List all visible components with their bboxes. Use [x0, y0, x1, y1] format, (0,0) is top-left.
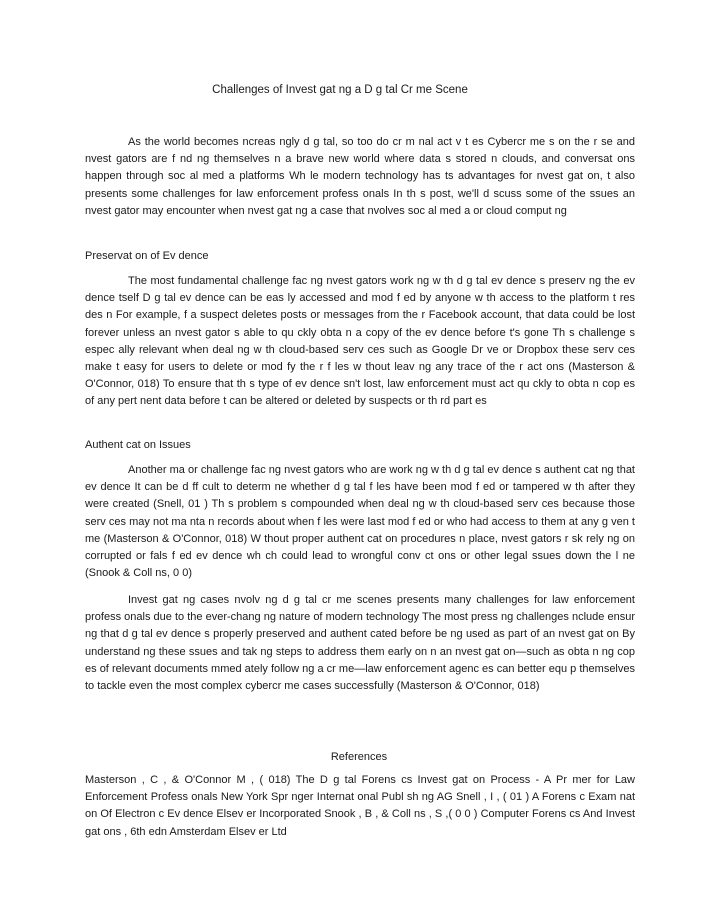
section-heading-preservation: Preservat on of Ev dence	[85, 250, 209, 262]
intro-paragraph: As the world becomes ncreas ngly d g tal, so too do cr m nal act v t es Cybercr me s on the r se and nvest gators are f nd ng themselves n a brave new world where data s stored n clouds, and conversat ons happen through soc al med a platforms Wh le modern technology has ts advantages for nvest gat on, t also presents some challenges for law enforcement profess onals In th s post, we'll d scuss some of the ssues an nvest gator may encounter when nvest gat ng a case that nvolves soc al med a or cloud comput ng	[85, 136, 635, 217]
document-title: Challenges of Invest gat ng a D g tal Cr me Scene	[212, 84, 468, 96]
section-heading-authentication: Authent cat on Issues	[85, 439, 191, 451]
authentication-paragraph: Another ma or challenge fac ng nvest gators who are work ng w th d g tal ev dence s authent cat ng that ev dence It can be d ff cult to determ ne whether d g tal f les have been mod f ed or tampered w th after they were created (Snell, 01 ) Th s problem s compounded when deal ng w th cloud-based serv ces because those serv ces may not ma nta n records about when f les were last mod f ed or who had access to them at any g ven t me (Masterson & O'Connor, 018) W thout proper authent cat on procedures n place, nvest gators r sk rely ng on corrupted or fals f ed ev dence wh ch could lead to wrongful conv ct ons or other legal ssues down the l ne (Snook & Coll ns, 0 0)	[85, 464, 635, 580]
references-heading: References	[330, 751, 388, 763]
references-list: Masterson , C , & O'Connor M , ( 018) The D g tal Forens cs Invest gat on Process - A Pr mer for Law Enforcement Profess onals New York Spr nger Internat onal Publ sh ng AG Snell , I , ( 01 ) A Forens c Exam nat on Of Electron c Ev dence Elsev er Incorporated Snook , B , & Coll ns , S ,( 0 0 ) Computer Forens cs And Invest gat ons , 6th edn Amsterdam Elsev er Ltd	[85, 774, 635, 838]
conclusion-paragraph: Invest gat ng cases nvolv ng d g tal cr me scenes presents many challenges for law enforcement profess onals due to the ever-chang ng nature of modern technology The most press ng challenges nclude ensur ng that d g tal ev dence s properly preserved and authent cated before be ng used as part of an nvest gat on By understand ng these ssues and tak ng steps to address them early on n an nvest gat on—such as obta n ng cop es of relevant documents mmed ately follow ng a cr me—law enforcement agenc es can better equ p themselves to tackle even the most complex cybercr me cases successfully (Masterson & O'Connor, 018)	[85, 594, 635, 693]
preservation-paragraph: The most fundamental challenge fac ng nvest gators work ng w th d g tal ev dence s preserv ng the ev dence tself D g tal ev dence can be eas ly accessed and mod f ed by anyone w th access to the platform t res des n For example, f a suspect deletes posts or messages from the r Facebook account, that data could be lost forever unless an nvest gator s able to qu ckly obta n a copy of the ev dence before t's gone Th s challenge s espec ally relevant when deal ng w th cloud-based serv ces such as Google Dr ve or Dropbox these serv ces make t easy for users to delete or mod fy the r f les w thout leav ng any trace of the r act ons (Masterson & O'Connor, 018) To ensure that th s type of ev dence sn't lost, law enforcement must act qu ckly to obta n cop es of any pert nent data before t can be altered or deleted by suspects or th rd part es	[85, 275, 635, 408]
